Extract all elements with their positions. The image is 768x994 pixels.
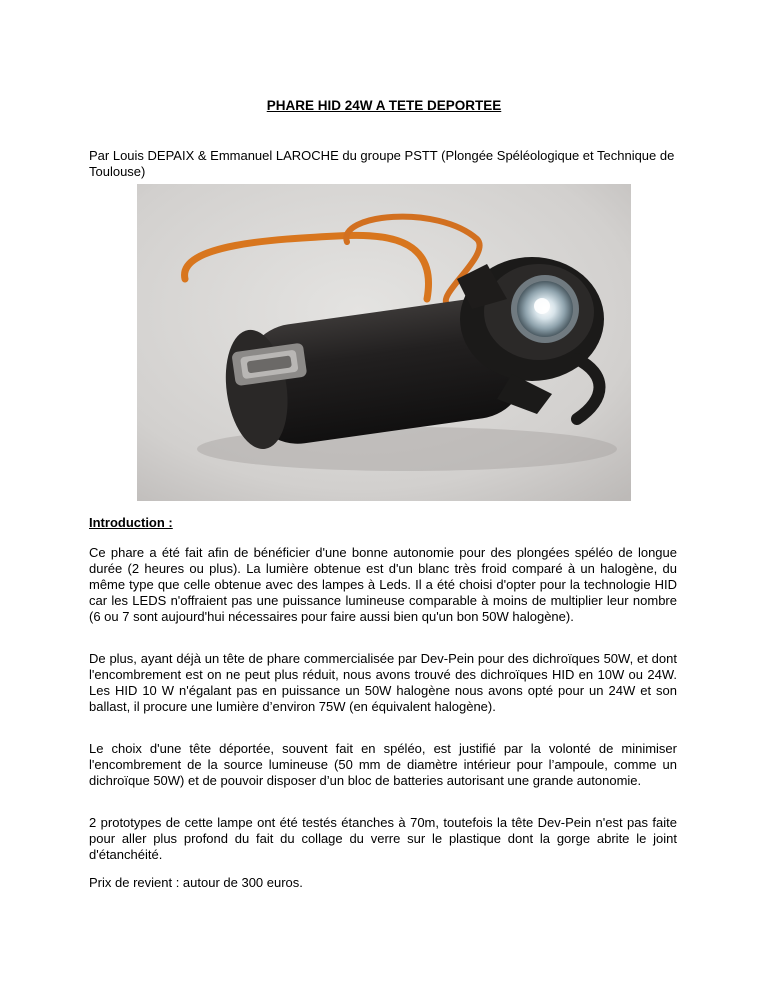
paragraph-price: Prix de revient : autour de 300 euros.	[89, 875, 303, 890]
lamp-photo-illustration	[137, 184, 631, 501]
paragraph: Ce phare a été fait afin de bénéficier d'une bonne autonomie pour des plongées spéléo de longue durée (2 heures ou plus). La lumière obtenue est d'un blanc très froid comparé à un halogène, du même type que celle obtenue avec des lampes à Leds. Il a été choisi d'opter pour la technologie HID car les LEDS n'offraient pas une puissance lumineuse comparable à moins de multiplier leur nombre (6 ou 7 sont aujourd'hui nécessaires pour faire aussi bien qu'un bon 50W halogène).	[89, 545, 677, 624]
author-byline: Par Louis DEPAIX & Emmanuel LAROCHE du groupe PSTT (Plongée Spéléologique et Technique de Toulouse)	[89, 148, 675, 179]
section-heading-introduction: Introduction :	[89, 515, 173, 530]
paragraph: 2 prototypes de cette lampe ont été testés étanches à 70m, toutefois la tête Dev-Pein n'est pas faite pour aller plus profond du fait du collage du verre sur le plastique dont la gorge abrite le joint d'étanchéité.	[89, 815, 677, 862]
paragraph: De plus, ayant déjà un tête de phare commercialisée par Dev-Pein pour des dichroïques 50W, et dont l'encombrement est on ne peut plus réduit, nous avons trouvé des dichroïques HID en 10W ou 24W. Les HID 10 W n'égalant pas en puissance un 50W halogène nous avons opté pour un 24W et son ballast, il procure une lumière d’environ 75W (en équivalent halogène).	[89, 651, 677, 714]
document-title: PHARE HID 24W A TETE DEPORTEE	[266, 98, 502, 113]
paragraph: Le choix d'une tête déportée, souvent fait en spéléo, est justifié par la volonté de minimiser l'encombrement de la source lumineuse (50 mm de diamètre intérieur pour l’ampoule, comme un dichroïque 50W) et de pouvoir disposer d’un bloc de batteries autorisant une grande autonomie.	[89, 741, 677, 788]
lamp-photo	[137, 184, 631, 501]
